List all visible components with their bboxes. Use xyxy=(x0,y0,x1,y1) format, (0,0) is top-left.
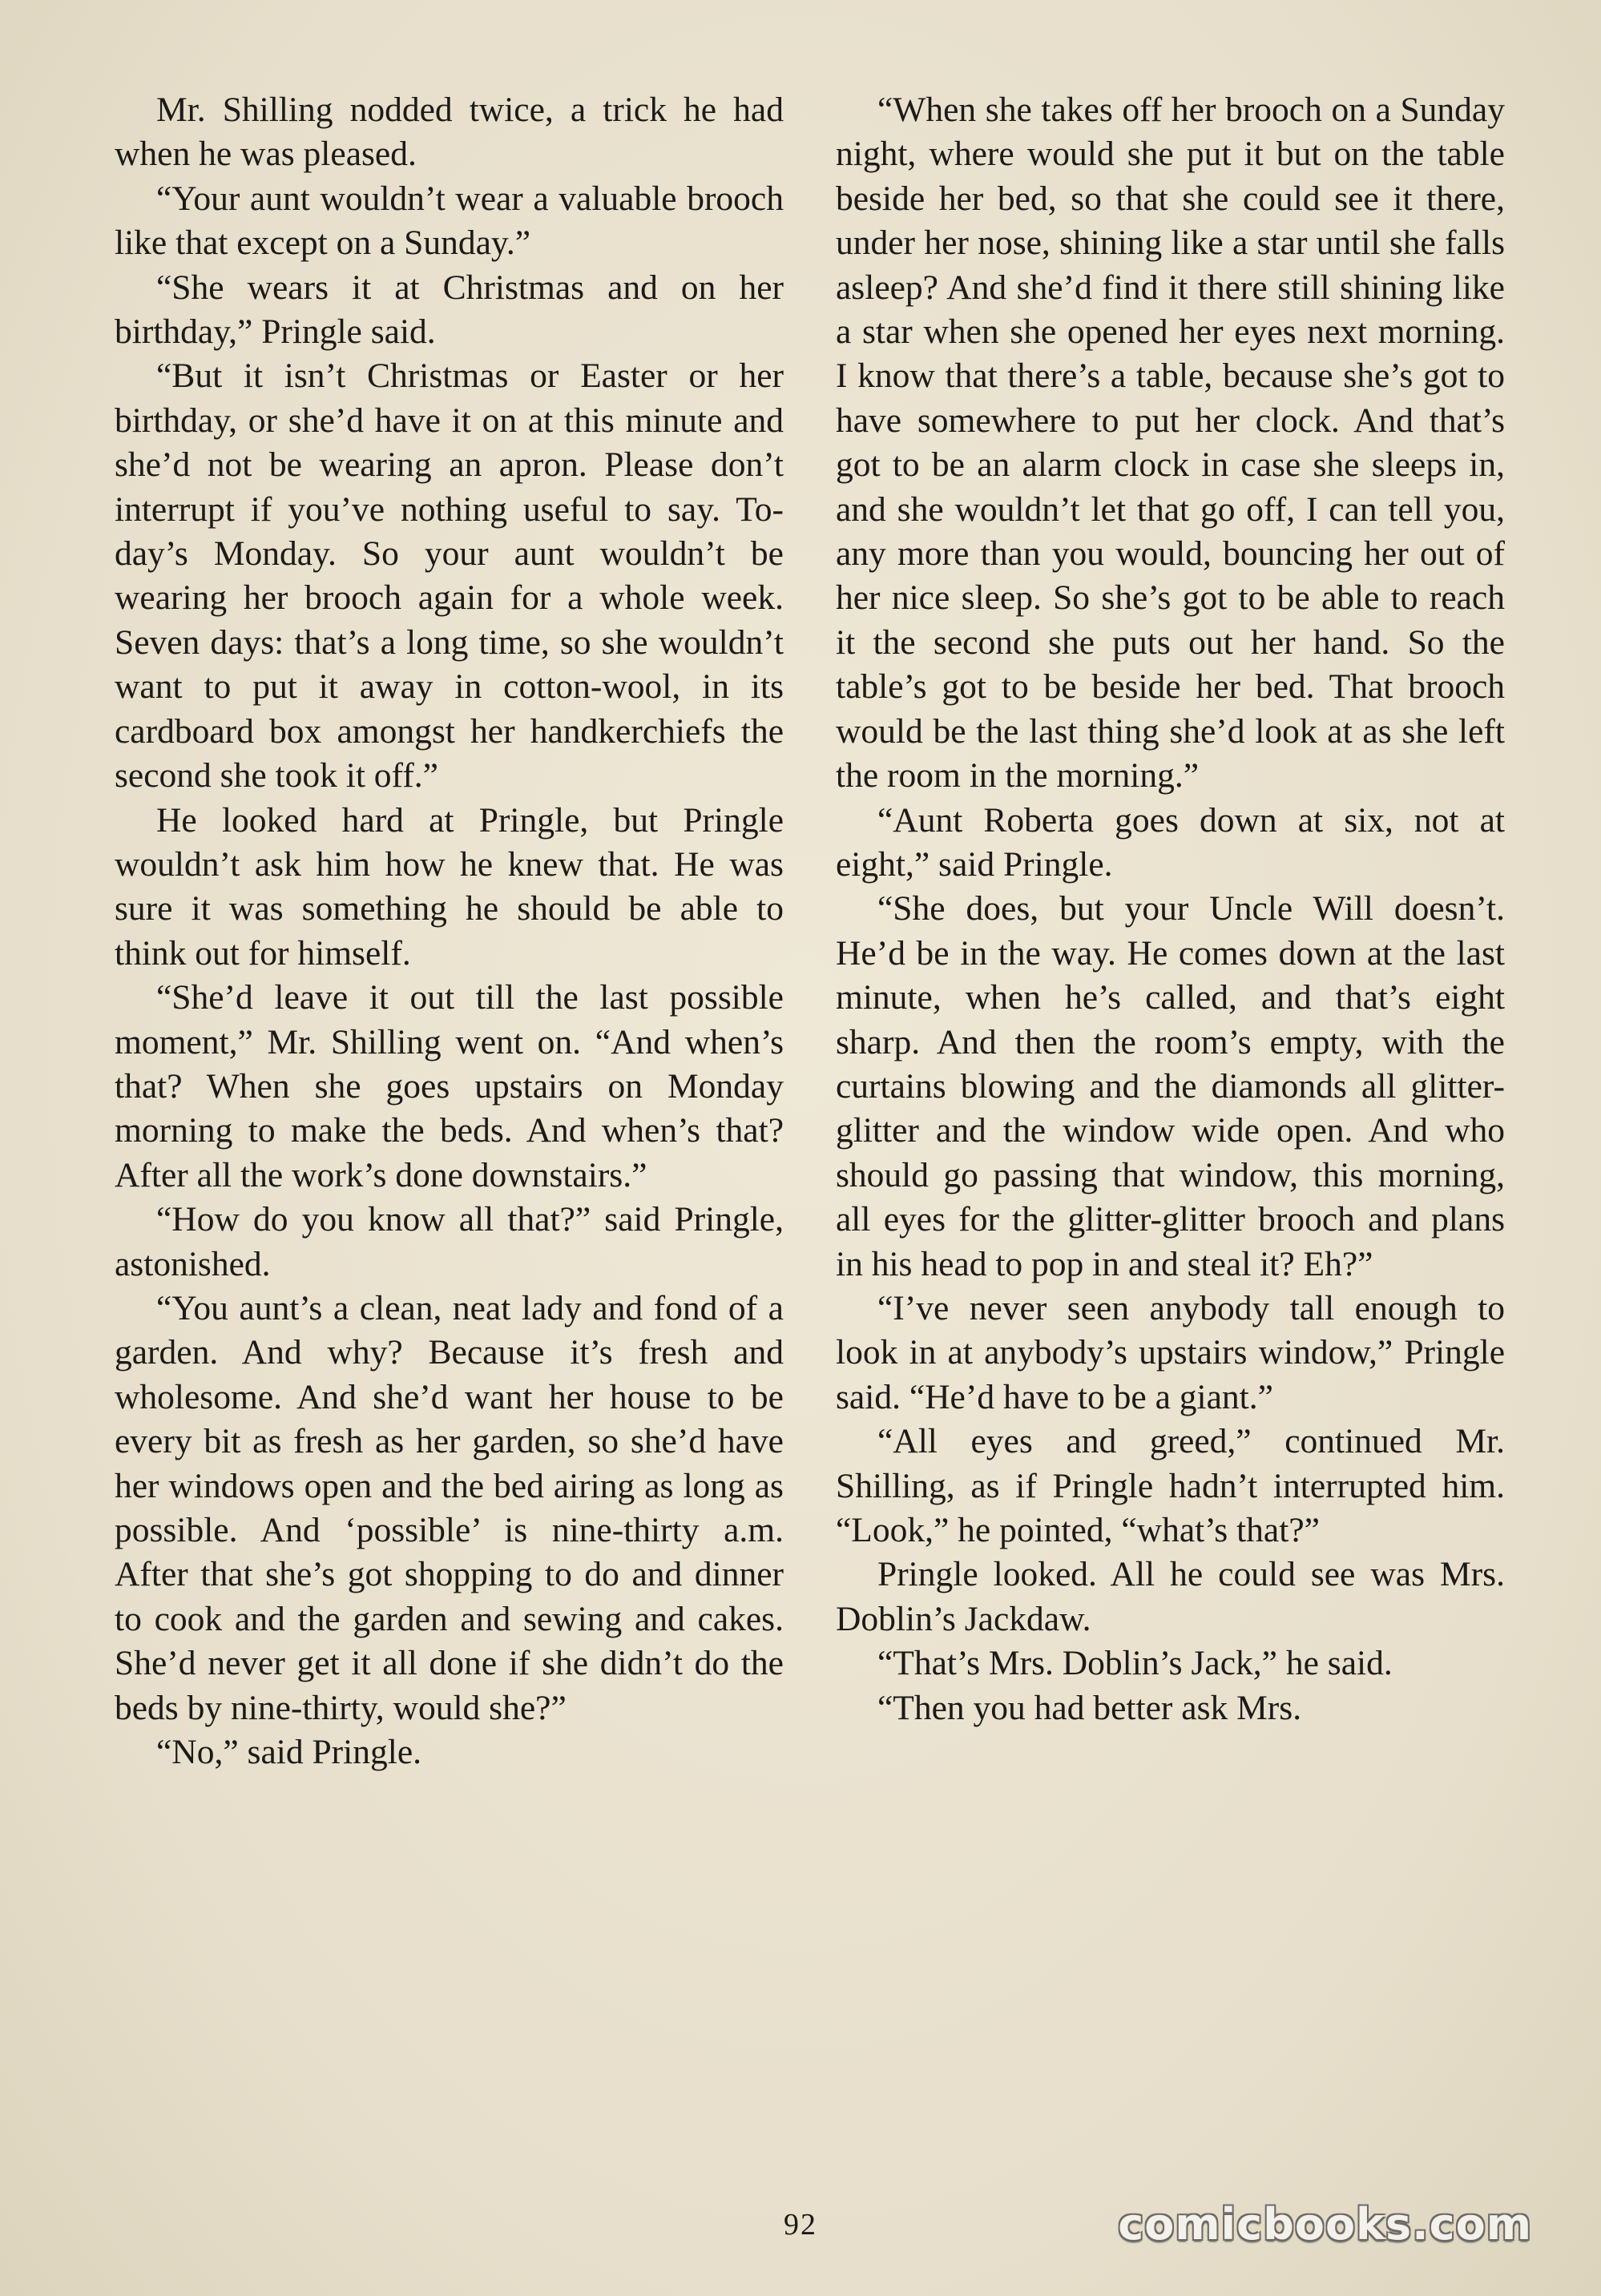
paragraph: “I’ve never seen anybody tall enough to look in at anybody’s upstairs window,” Pringle said. “He’d have to be a giant.” xyxy=(836,1288,1505,1416)
left-column xyxy=(115,88,784,1774)
paragraph: Mr. Shilling nodded twice, a trick he had when he was pleased. xyxy=(115,91,784,174)
paragraph: “She’d leave it out till the last possible moment,” Mr. Shilling went on. “And when’s that? When she goes upstairs on Monday morning to make the beds. And when’s that? After all the work’s done downstairs.” xyxy=(115,978,784,1194)
paragraph: “You aunt’s a clean, neat lady and fond of a garden. And why? Because it’s fresh and wholesome. And she’d want her house to be every bit as fresh as her garden, so she’d have her windows open and the bed airing as long as possible. And ‘possible’ is nine-thirty a.m. After that she’s got shopping to do and dinner to cook and the garden and sewing and cakes. She’d never get it all done if she didn’t do the beds by nine-thirty, would she?” xyxy=(115,1288,784,1727)
paragraph: Pringle looked. All he could see was Mrs. Doblin’s Jackdaw. xyxy=(836,1555,1505,1638)
paragraph: “When she takes off her brooch on a Sunday night, where would she put it but on the table beside her bed, so that she could see it there, under her nose, shining like a star until she falls asleep? And she’d find it there still shining like a star when she opened her eyes next morning. I know that there’s a table, because she’s got to have somewhere to put her clock. And that’s got to be an alarm clock in case she sleeps in, and she wouldn’t let that go off, I can tell you, any more than you would, bouncing her out of her nice sleep. So she’s got to be able to reach it the second she puts out her hand. So the table’s got to be beside her bed. That brooch would be the last thing she’d look at as she left the room in the morning.” xyxy=(836,91,1505,796)
paragraph: “But it isn’t Christmas or Easter or her birthday, or she’d have it on at this minute and she’d not be wearing an apron. Please don’t interrupt if you’ve nothing useful to say. Today’s Monday. So your aunt wouldn’t be wearing her brooch again for a whole week. Seven days: that’s a long time, so she wouldn’t want to put it away in cotton-wool, in its cardboard box amongst her handkerchiefs the second she took it off.” xyxy=(115,356,784,796)
paragraph: “Then you had better ask Mrs. xyxy=(877,1688,1302,1727)
paragraph: He looked hard at Pringle, but Pringle wouldn’t ask him how he knew that. He was sure it was something he should be able to think out for himself. xyxy=(115,800,784,973)
paragraph: “Your aunt wouldn’t wear a valuable brooch like that except on a Sunday.” xyxy=(115,179,784,263)
site-watermark: comicbooks.com xyxy=(1118,2199,1532,2250)
paragraph: “Aunt Roberta goes down at six, not at eight,” said Pringle. xyxy=(836,800,1505,884)
paragraph: “She does, but your Uncle Will doesn’t. He’d be in the way. He comes down at the last minute, when he’s called, and that’s eight sharp. And then the room’s empty, with the curtains blowing and the diamonds all glitter-glitter and the window wide open. And who should go passing that window, this morning, all eyes for the glitter-glitter brooch and plans in his head to pop in and steal it? Eh?” xyxy=(836,889,1505,1283)
paragraph: “That’s Mrs. Doblin’s Jack,” he said. xyxy=(877,1644,1393,1683)
right-column xyxy=(836,88,1505,1730)
paragraph: “No,” said Pringle. xyxy=(156,1733,422,1772)
paragraph: “All eyes and greed,” continued Mr. Shilling, as if Pringle hadn’t interrupted him. “Look,” he pointed, “what’s that?” xyxy=(836,1422,1505,1549)
paragraph: “She wears it at Christmas and on her birthday,” Pringle said. xyxy=(115,268,784,352)
page-number: 92 xyxy=(784,2208,817,2242)
paragraph: “How do you know all that?” said Pringle, astonished. xyxy=(115,1200,784,1283)
